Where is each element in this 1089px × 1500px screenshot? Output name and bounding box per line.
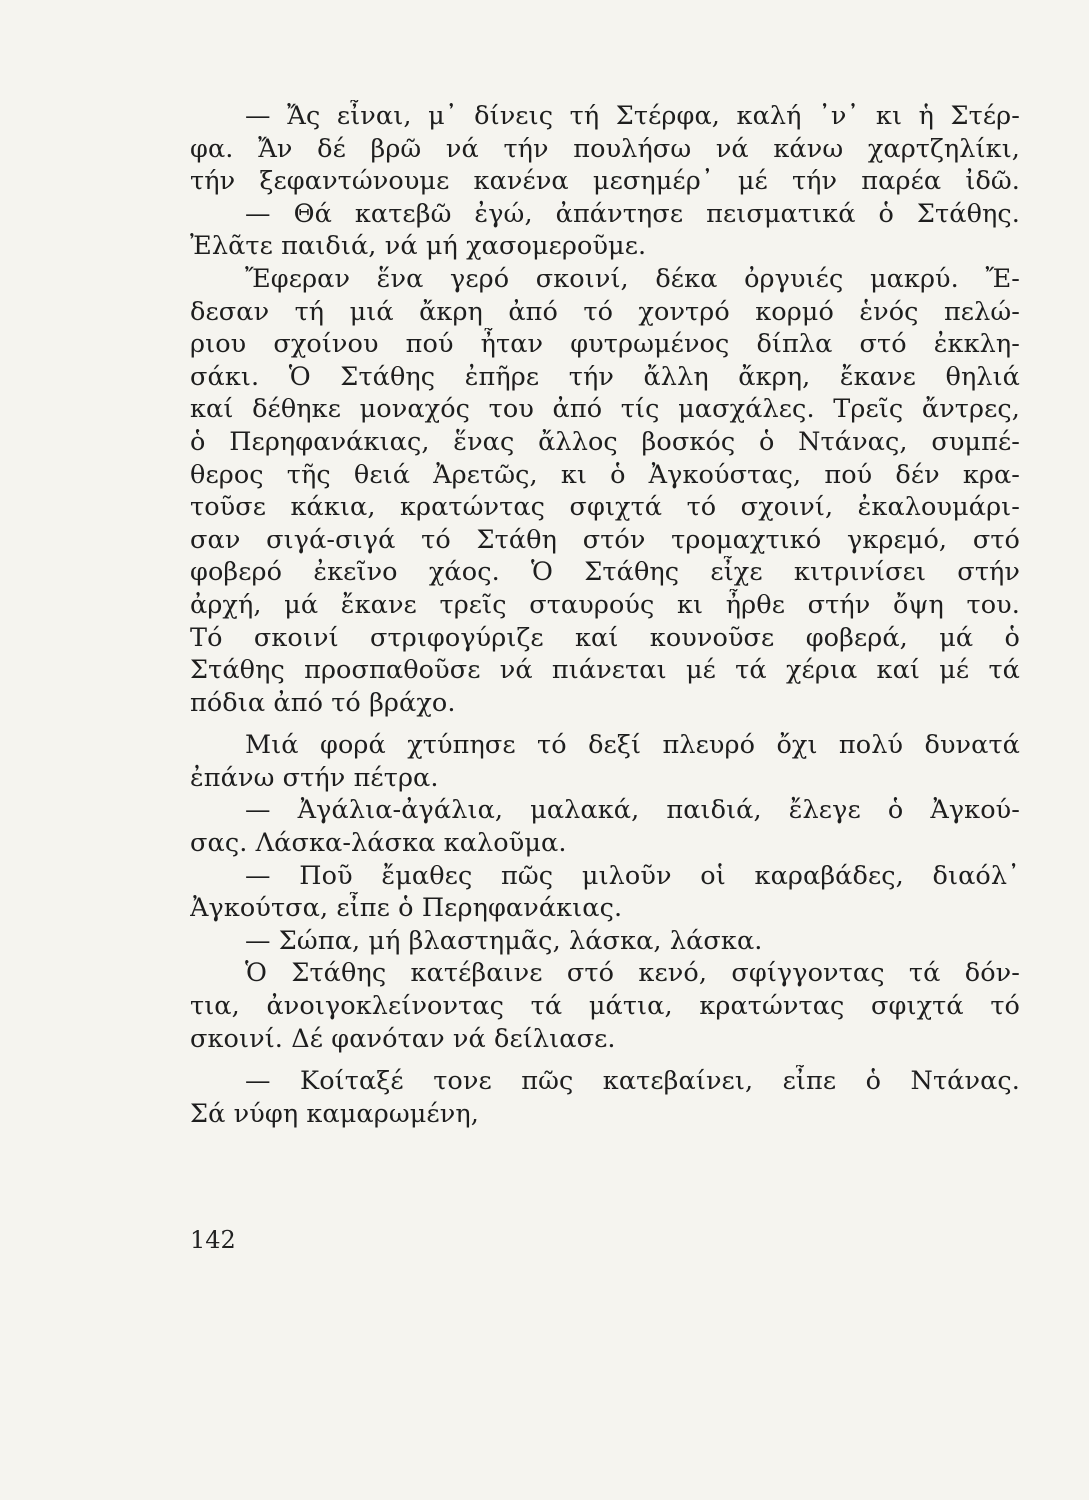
text-line: — Θά κατεβῶ ἐγώ, ἀπάντησε πεισματικά ὁ Στάθης.	[245, 198, 1020, 229]
text-line: καί δέθηκε μοναχός του ἀπό τίς μασχάλες. Τρεῖς ἄντρες,	[190, 394, 1020, 425]
page-number: 142	[190, 1226, 236, 1254]
text-line: — Ἄς εἶναι, μ᾽ δίνεις τή Στέρφα, καλή ᾽ν᾽ κι ἡ Στέρ-	[245, 101, 1020, 131]
text-line: σάκι. Ὁ Στάθης ἐπῆρε τήν ἄλλη ἄκρη, ἔκανε θηλιά	[190, 361, 1020, 392]
text-line: Ὁ Στάθης κατέβαινε στό κενό, σφίγγοντας τά δόν-	[245, 958, 1020, 989]
text-line: — Σώπα, μή βλαστημᾶς, λάσκα, λάσκα.	[245, 925, 763, 956]
text-line: Ἀγκούτσα, εἶπε ὁ Περηφανάκιας.	[190, 893, 623, 924]
text-line: τια, ἀνοιγοκλείνοντας τά μάτια, κρατώντας σφιχτά τό	[190, 991, 1020, 1022]
text-line: ὁ Περηφανάκιας, ἕνας ἄλλος βοσκός ὁ Ντάνας, συμπέ-	[190, 426, 1020, 457]
text-line: Ἔφεραν ἕνα γερό σκοινί, δέκα ὀργυιές μακρύ. Ἔ-	[245, 263, 1020, 294]
text-line: σκοινί. Δέ φανόταν νά δείλιασε.	[190, 1023, 616, 1054]
text-line: Σά νύφη καμαρωμένη,	[190, 1098, 479, 1129]
text-line: — Κοίταξέ τονε πῶς κατεβαίνει, εἶπε ὁ Ντάνας.	[245, 1066, 1020, 1097]
page-text	[190, 100, 1020, 1130]
text-line: φα. Ἄν δέ βρῶ νά τήν πουλήσω νά κάνω χαρτζηλίκι,	[190, 133, 1020, 164]
text-line: σας. Λάσκα-λάσκα καλοῦμα.	[190, 828, 567, 859]
text-line: Μιά φορά χτύπησε τό δεξί πλευρό ὄχι πολύ δυνατά	[245, 730, 1020, 761]
text-line: σαν σιγά-σιγά τό Στάθη στόν τρομαχτικό γκρεμό, στό	[190, 524, 1020, 555]
text-line: τοῦσε κάκια, κρατώντας σφιχτά τό σχοινί, ἐκαλουμάρι-	[190, 492, 1020, 523]
text-line: — Ἀγάλια-ἀγάλια, μαλακά, παιδιά, ἔλεγε ὁ Ἀγκού-	[245, 795, 1020, 826]
text-line: ἐπάνω στήν πέτρα.	[190, 762, 439, 793]
text-line: θερος τῆς θειά Ἀρετῶς, κι ὁ Ἀγκούστας, πού δέν κρα-	[190, 459, 1020, 490]
text-line: πόδια ἀπό τό βράχο.	[190, 687, 456, 718]
text-line: ριου σχοίνου πού ἦταν φυτρωμένος δίπλα στό ἐκκλη-	[190, 329, 1020, 360]
text-line: Στάθης προσπαθοῦσε νά πιάνεται μέ τά χέρια καί μέ τά	[190, 655, 1020, 686]
text-line: Τό σκοινί στριφογύριζε καί κουνοῦσε φοβερά, μά ὁ	[190, 622, 1020, 653]
text-line: φοβερό ἐκεῖνο χάος. Ὁ Στάθης εἶχε κιτρινίσει στήν	[190, 557, 1020, 588]
text-line: τήν ξεφαντώνουμε κανένα μεσημέρ᾽ μέ τήν παρέα ἰδῶ.	[190, 166, 1020, 197]
text-line: δεσαν τή μιά ἄκρη ἀπό τό χοντρό κορμό ἑνός πελώ-	[190, 296, 1020, 327]
text-line: ἀρχή, μά ἔκανε τρεῖς σταυρούς κι ἦρθε στήν ὄψη του.	[190, 589, 1020, 620]
text-line: — Ποῦ ἔμαθες πῶς μιλοῦν οἱ καραβάδες, διαόλ᾽	[245, 860, 1020, 891]
text-line: Ἐλᾶτε παιδιά, νά μή χασομεροῦμε.	[190, 231, 647, 262]
